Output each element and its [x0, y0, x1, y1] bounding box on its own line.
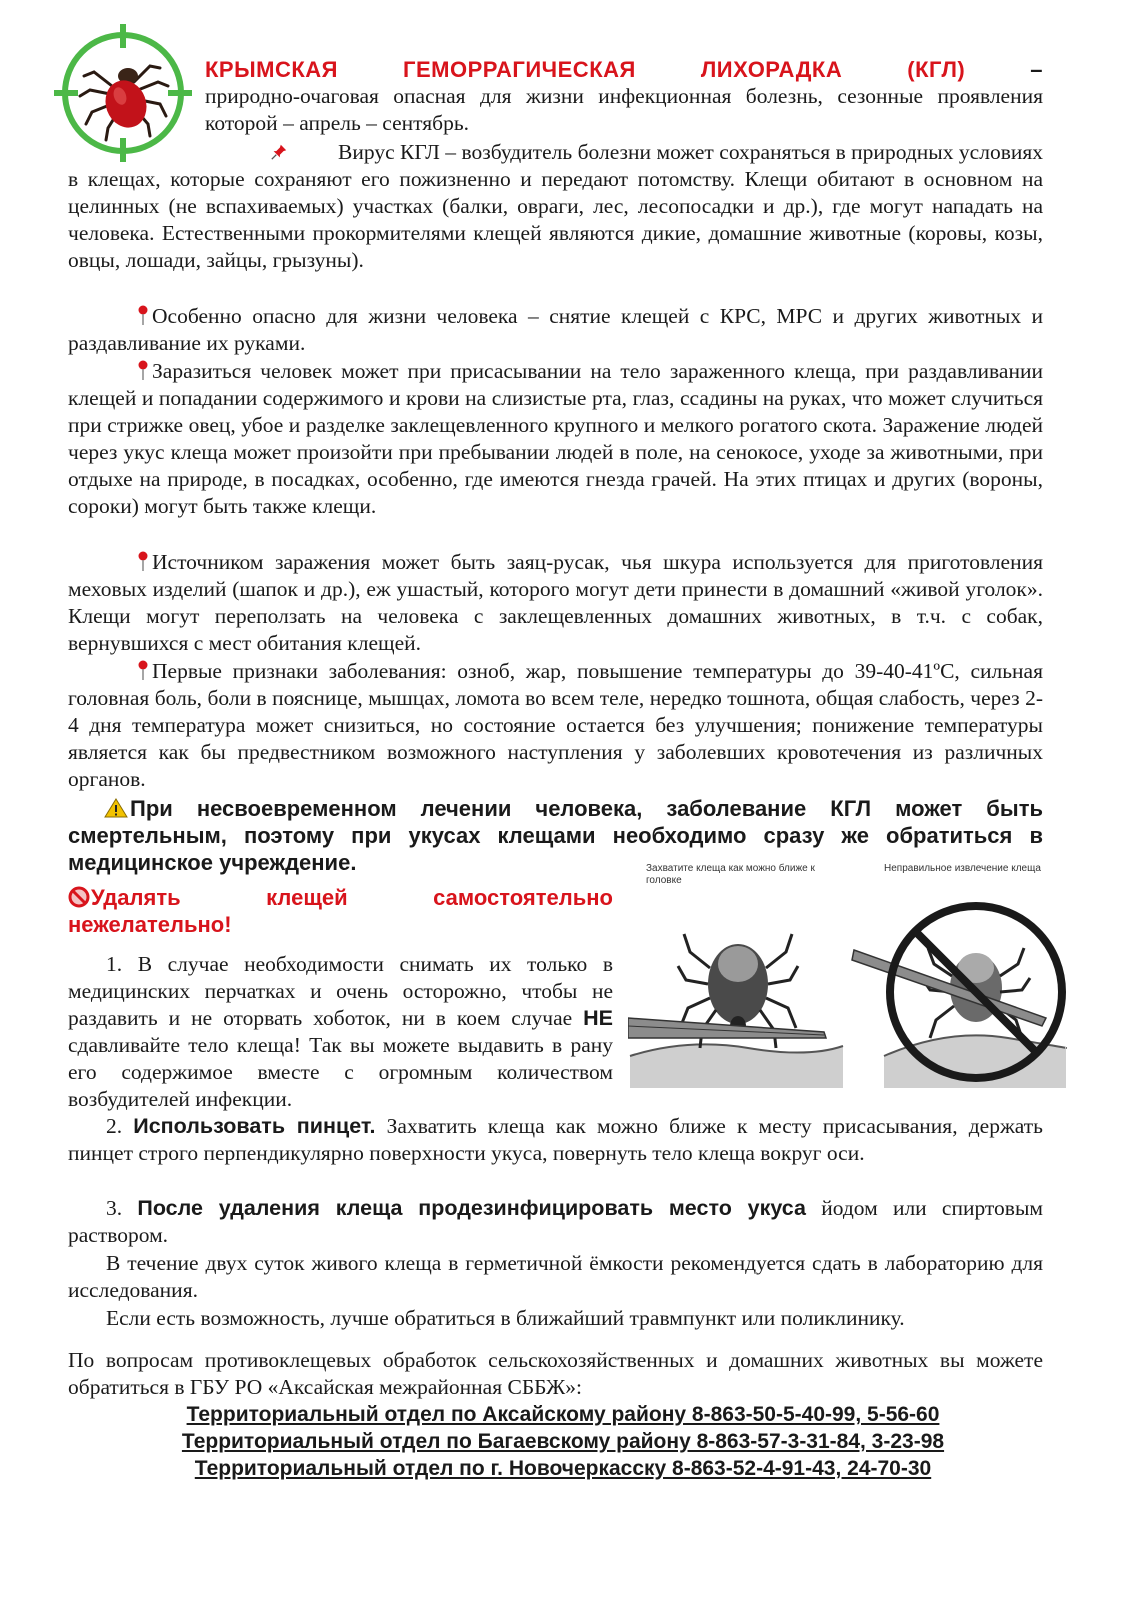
- paragraph-danger-text: Особенно опасно для жизни человека – снятие клещей с КРС, МРС и других животных и раздавливание их руками.: [68, 304, 1043, 355]
- no-delete-line2: нежелательно!: [68, 912, 232, 937]
- pushpin-icon: [268, 143, 290, 161]
- step-2-emphasis: Использовать пинцет.: [133, 1114, 376, 1138]
- caution-text: При несвоевременном лечении человека, заболевание КГЛ может быть смертельным, поэтому при укусах клещами необходимо сразу же обратиться в медицинское учреждение.: [68, 796, 1043, 875]
- step-3: [68, 1195, 1043, 1249]
- step-1-text: 1. В случае необходимости снимать их только в медицинских перчатках и очень осторожно, чтобы не раздавить и не оторвать хоботок, ни в коем случае: [68, 952, 613, 1030]
- step-3-number: 3.: [106, 1196, 138, 1220]
- step-3-text: йодом или спиртовым раствором.: [68, 1196, 1043, 1247]
- contact-line: Территориальный отдел по Аксайскому району 8-863-50-5-40-99, 5-56-60: [186, 1403, 940, 1426]
- map-pin-icon: [136, 660, 150, 680]
- paragraph-source: [68, 549, 1043, 657]
- title-definition: природно-очаговая опасная для жизни инфекционная болезнь, сезонные проявления которой – апрель – сентябрь.: [205, 84, 1043, 135]
- caption-incorrect: Неправильное извлечение клеща: [884, 863, 1041, 874]
- tick-removal-drawing: [628, 888, 1068, 1088]
- map-pin-icon: [136, 305, 150, 325]
- title-word: КРЫМСКАЯ: [205, 57, 338, 82]
- paragraph-virus: [68, 139, 1043, 274]
- paragraph-symptoms: [68, 658, 1043, 793]
- title-block: [205, 56, 1043, 137]
- step-1-emphasis: НЕ: [583, 1006, 613, 1030]
- contact-line: Территориальный отдел по г. Новочеркасску 8-863-52-4-91-43, 24-70-30: [194, 1457, 932, 1480]
- contact-line: Территориальный отдел по Багаевскому району 8-863-57-3-31-84, 3-23-98: [181, 1430, 945, 1453]
- contact-intro: По вопросам противоклещевых обработок сельскохозяйственных и домашних животных вы можете обратиться в ГБУ РО «Аксайская межрайонная СББЖ»:: [68, 1348, 1043, 1399]
- tick-removal-illustration: [628, 858, 1068, 1088]
- step-2-text: Захватить клеща как можно ближе к месту присасывания, держать пинцет строго перпендикулярно поверхности укуса, повернуть тело клеща вокруг оси.: [68, 1114, 1043, 1165]
- paragraph-virus-text: Вирус КГЛ – возбудитель болезни может сохраняться в природных условиях в клещах, которые сохраняют его пожизненно и передают потомству. Клещи обитают в основном на целинных (не вспахиваемых) участках (балки, овраги, лес, лесопосадки и др.), где могут нападать на человека. Естественными прокормителями клещей являются дикие, домашние животные (коровы, козы, овцы, лошади, зайцы, грызуны).: [68, 140, 1043, 272]
- no-self-removal-warning: [68, 884, 613, 938]
- clinic-paragraph: Если есть возможность, лучше обратиться в ближайший травмпункт или поликлинику.: [106, 1306, 905, 1330]
- title-heading: [205, 56, 1043, 83]
- lab-paragraph: В течение двух суток живого клеща в герметичной ёмкости рекомендуется сдать в лабораторию для исследования.: [68, 1251, 1043, 1302]
- no-delete-word: самостоятельно: [433, 885, 613, 910]
- title-word: ГЕМОРРАГИЧЕСКАЯ: [403, 57, 636, 82]
- no-delete-word: Удалять: [91, 885, 181, 910]
- step-2: [68, 1113, 1043, 1167]
- paragraph-danger: [68, 303, 1043, 357]
- paragraph-source-text: Источником заражения может быть заяц-русак, чья шкура используется для приготовления меховых изделий (шапок и др.), еж ушастый, которого могут дети принести в домашний «живой уголок». Клещи могут переползать на человека с заклещевленных домашних животных, в т.ч. с собак, вернувшихся с мест обитания клещей.: [68, 550, 1043, 655]
- title-word: ЛИХОРАДКА: [700, 57, 843, 82]
- map-pin-icon: [136, 551, 150, 571]
- map-pin-icon: [136, 360, 150, 380]
- title-dash: –: [1030, 57, 1043, 82]
- no-delete-word: клещей: [266, 885, 348, 910]
- paragraph-infection-text: Заразиться человек может при присасывании на тело зараженного клеща, при раздавливании клещей и попадании содержимого и крови на слизистые рта, глаз, ссадины на руках, что может случиться при стрижке овец, убое и разделке заклещевленного крупного и мелкого рогатого скота. Заражение людей через укус клеща может произойти при пребывании людей в поле, на сенокосе, уходе за животными, при отдыхе на природе, в посадках, особенно, где имеются гнезда грачей. На этих птицах и других (вороны, сороки) могут быть также клещи.: [68, 359, 1043, 518]
- title-word: (КГЛ): [907, 57, 966, 82]
- step-3-emphasis: После удаления клеща продезинфицировать место укуса: [137, 1196, 806, 1220]
- warning-icon: [104, 798, 128, 818]
- paragraph-symptoms-text: Первые признаки заболевания: озноб, жар, повышение температуры до 39-40-41ºС, сильная головная боль, боли в пояснице, мышцах, ломота во всем теле, нередко тошнота, общая слабость, через 2-4 дня температура может снизиться, но состояние остается без улучшения; понижение температуры является как бы предвестником возможного наступления у заболевших кровотечения из различных органов.: [68, 659, 1043, 791]
- step-2-number: 2.: [106, 1114, 134, 1138]
- step-1-text-cont: сдавливайте тело клеща! Так вы можете выдавить в рану его содержимое вместе с огромным количеством возбудителей инфекции.: [68, 1033, 613, 1111]
- prohibition-icon: [68, 886, 90, 908]
- caption-correct: Захватите клеща как можно ближе к головке: [646, 863, 815, 886]
- step-1: [68, 951, 613, 1113]
- paragraph-infection: [68, 358, 1043, 520]
